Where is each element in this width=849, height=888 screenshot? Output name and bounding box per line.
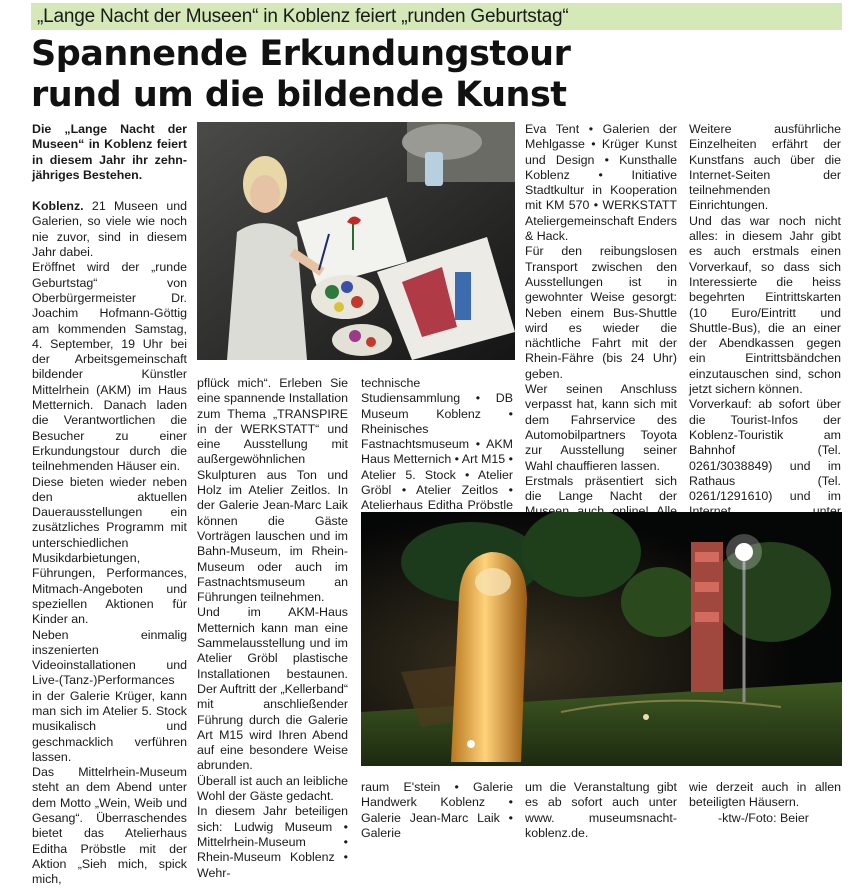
dateline: Koblenz.	[32, 199, 84, 214]
kicker-text: „Lange Nacht der Museen“ in Koblenz feiert „runden Geburtstag“	[37, 6, 569, 27]
article-column-3-continued	[361, 780, 513, 841]
paragraph: Überall ist auch an leibliche Wohl der Gäste gedacht.	[197, 773, 348, 804]
paragraph: Und im AKM-Haus Metternich kann man eine Sammelausstellung und im Atelier Gröbl plastische Installationen bestaunen. Der Auftritt der „Kellerband“ mit anschließender Führung durch die Galerie Art M15 wird Ihren Abend auf eine besondere Weise abrunden.	[197, 605, 348, 773]
paragraph: raum E'stein • Galerie Handwerk Koblenz • Galerie Jean-Marc Laik • Galerie	[361, 780, 513, 840]
photo-credit: -ktw-/Foto: Beier	[718, 811, 809, 825]
paragraph: um die Veranstaltung gibt es ab sofort auch unter www. museumsnacht-koblenz.de.	[525, 780, 677, 840]
photo-child-painting	[197, 122, 515, 360]
article-column-1	[32, 122, 187, 888]
article-column-5	[689, 122, 841, 535]
paragraph: Erstmals präsentiert sich die Lange Nacht der	[525, 473, 677, 504]
child-painting-illustration	[197, 122, 515, 360]
photo-night-sculpture	[361, 512, 842, 766]
paragraph: Eröffnet wird der „runde Geburtstag“ von Oberbürgermeister Dr. Joachim Hofmann-Göttig am kommenden Samstag, 4. September, 19 Uhr bei der Arbeitsgemeinschaft bildender Künstler Mittelrhein (AKM) im Haus Metternich. Danach laden die Verantwortlichen die Besucher zu einer Erkundungstour durch die teilnehmenden Häuser ein.	[32, 260, 187, 474]
paragraph: Neben einmalig inszenierten Videoinstallationen und Live-(Tanz-)Performances in der Galerie Krüger, kann man sich im Atelier 5. Stock musikalisch und geschmacklich verführen lassen.	[32, 627, 187, 764]
paragraph: technische Studiensammlung • DB Museum Koblenz • Rheinisches Fastnachtsmuseum • AKM Haus Metternich • Art M15 • Atelier 5. Stock • Atelier Gröbl • Atelier Zeitlos • Atelierhaus Editha Pröbstle	[361, 376, 513, 513]
paragraph: Für den reibungslosen Transport zwischen den Ausstellungen ist in gewohnter Weise gesorgt: Neben einem Bus-Shuttle wird es wieder die nächtliche Fahrt mit der Rhein-Fähre (bis 24 Uhr) geben.	[525, 244, 677, 381]
lead-paragraph: Die „Lange Nacht der Museen“ in Koblenz feiert in diesem Jahr ihr zehn-jähriges Bestehen.	[32, 122, 187, 182]
paragraph: Und das war noch nicht alles: in diesem Jahr gibt es auch erstmals einen Vorverkauf, so dass sich Interessierte die heiss begehrten Eintrittskarten (10 Euro/Eintritt und Shuttle-Bus), die an einer der Abendkassen gegen ein Eintrittsbändchen einzutauschen sind, schon jetzt sichern können.	[689, 213, 841, 397]
paragraph-text: 21 Museen und Galerien, so viele wie noch nie zuvor, sind in diesem Jahr dabei.	[32, 199, 187, 260]
paragraph	[32, 199, 187, 260]
article-column-4-continued	[525, 780, 677, 841]
paragraph: Das Mittelrhein-Museum steht an dem Abend unter dem Motto „Wein, Weib und Gesang“. Überraschendes bietet das Atelierhaus Editha Pröbstle mit der Aktion „Sieh mich, spick mich,	[32, 765, 187, 887]
article-column-2	[197, 376, 348, 881]
paragraph: In diesem Jahr beteiligen sich: Ludwig Museum • Mittelrhein-Museum • Rhein-Museum Koblenz • Wehr-	[197, 804, 348, 880]
paragraph: Eva Tent • Galerien der Mehlgasse • Krüger Kunst und Design • Kunsthalle Koblenz • Initiative Stadtkultur in Kooperation mit KM 570 • WERKSTATT Ateliergemeinschaft Enders & Hack.	[525, 122, 677, 244]
paragraph: pflück mich“. Erleben Sie eine spannende Installation zum Thema „TRANSPIRE in der WERKSTATT“ und eine Ausstellung mit außergewöhnlichen Skulpturen aus Ton und Holz im Atelier Zeitlos. In der Galerie Jean-Marc Laik können die Gäste Vorträgen lauschen und im Bahn-Museum, im Rhein-Museum oder auch im Fastnachtsmuseum an Führungen teilnehmen.	[197, 376, 348, 605]
night-sculpture-illustration	[361, 512, 842, 766]
article-column-3	[361, 376, 513, 529]
article-column-4	[525, 122, 677, 535]
headline-line-1: Spannende Erkundungstour	[31, 34, 571, 74]
article-column-5-continued	[689, 780, 841, 811]
kicker-bar	[31, 3, 842, 30]
paragraph: Wer seinen Anschluss verpasst hat, kann sich mit dem Fahrservice des Automobilpartners Toyota zur Ausstellung seiner Wahl chauffieren lassen.	[525, 382, 677, 473]
paragraph: Diese bieten wieder neben den aktuellen Dauerausstellungen ein zusätzliches Programm mit unterschiedlichen Musikdarbietungen, Führungen, Performances, Mitmach-Angeboten und speziellen Aktionen für Kinder an.	[32, 474, 187, 627]
headline	[31, 34, 831, 116]
paragraph: Vorverkauf: ab sofort über die Tourist-Infos der Koblenz-Touristik am Bahnhof (Tel. 0261/3038849) und im Rathaus (Tel. 0261/1291610) und im	[689, 397, 841, 504]
paragraph: Weitere ausführliche Einzelheiten erfährt der Kunstfans auch über die Internet-Seiten der teilnehmenden Einrichtungen.	[689, 122, 841, 213]
headline-line-2: rund um die bildende Kunst	[31, 75, 567, 115]
paragraph: wie derzeit auch in allen beteiligten Häusern.	[689, 780, 841, 810]
